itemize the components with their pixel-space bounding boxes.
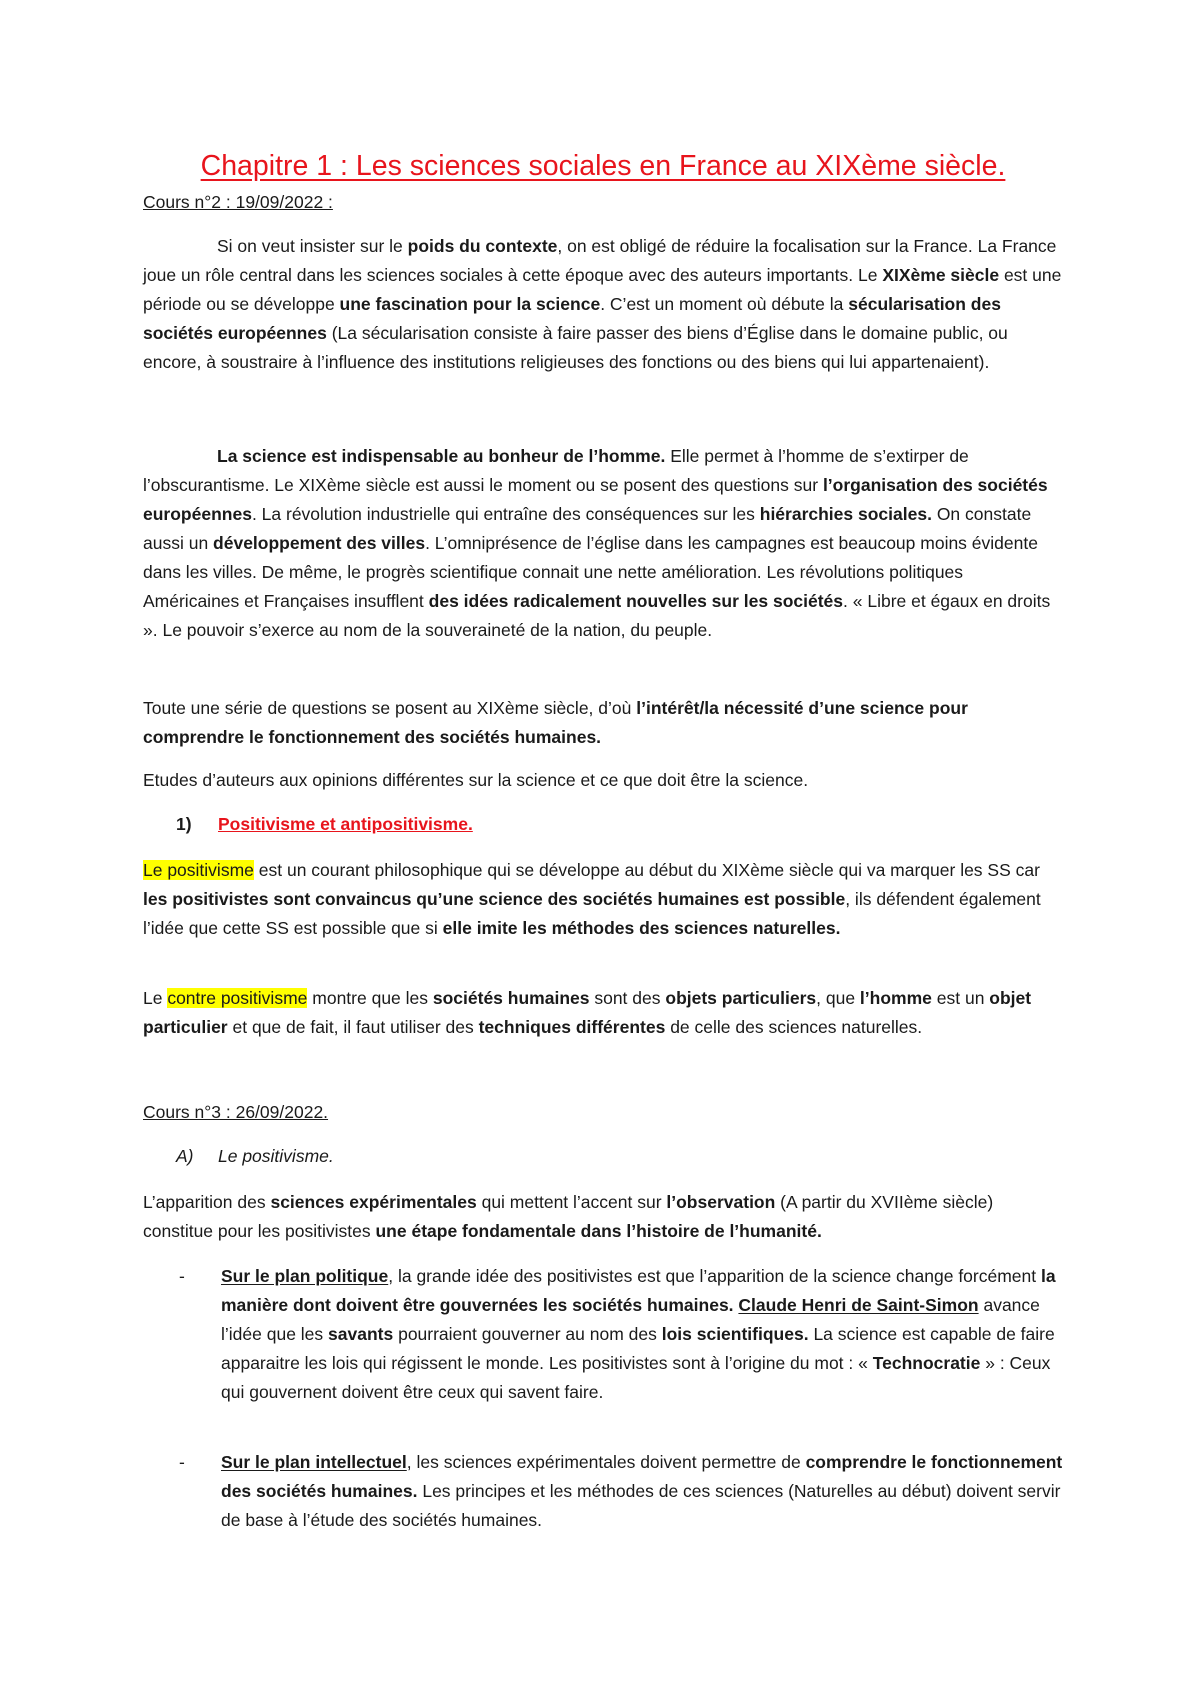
list-item-intellectual: - Sur le plan intellectuel, les sciences expérimentales doivent permettre de comprendre le fonctionnement des sociétés humaines. Les principes et les méthodes de ces sciences (Naturelles au début) doivent servir de base à l’étude des sociétés humaines. (179, 1452, 1063, 1530)
paragraph-context: Si on veut insister sur le poids du contexte, on est obligé de réduire la focalisation sur la France. La France joue un rôle central dans les sciences sociales à cette époque avec des auteurs importants. Le XIXème siècle est une période ou se développe une fascination pour la science. C’est un moment où débute la sécularisation des sociétés européennes (La sécularisation consiste à faire passer des biens d’Église dans le domaine public, ou encore, à soustraire à l’influence des institutions religieuses des fonctions ou des biens qui lui appartenaient). (143, 236, 1062, 372)
list-item-political: - Sur le plan politique, la grande idée des positivistes est que l’apparition de la science change forcément la manière dont doivent être gouvernées les sociétés humaines. Claude Henri de Saint-Simon avance l’idée que les savants pourraient gouverner au nom des lois scientifiques. La science est capable de faire apparaitre les lois qui régissent le monde. Les positivistes sont à l’origine du mot : « Technocratie » : Ceux qui gouvernent doivent être ceux qui savent faire. (179, 1266, 1056, 1402)
paragraph-science: La science est indispensable au bonheur de l’homme. Elle permet à l’homme de s’extirper de l’obscurantisme. Le XIXème siècle est aussi le moment ou se posent des questions sur l’organisation des sociétés européennes. La révolution industrielle qui entraîne des conséquences sur les hiérarchies sociales. On constate aussi un développement des villes. L’omniprésence de l’église dans les campagnes est beaucoup moins évidente dans les villes. De même, le progrès scientifique connait une nette amélioration. Les révolutions politiques Américaines et Françaises insufflent des idées radicalement nouvelles sur les sociétés. « Libre et égaux en droits ». Le pouvoir s’exerce au nom de la souveraineté de la nation, du peuple. (143, 446, 1051, 640)
subsection-heading-a: A) Le positivisme. (176, 1146, 334, 1166)
paragraph-counter-positivism: Le contre positivisme montre que les sociétés humaines sont des objets particuliers, que l’homme est un objet particulier et que de fait, il faut utiliser des techniques différentes de celle des sciences naturelles. (143, 988, 1032, 1037)
chapter-title: Chapitre 1 : Les sciences sociales en France au XIXème siècle. (200, 150, 1006, 182)
paragraph-experimental-sciences: L’apparition des sciences expérimentales qui mettent l’accent sur l’observation (A partir du XVIIème siècle) constitue pour les positivistes une étape fondamentale dans l’histoire de l’humanité. (143, 1192, 994, 1241)
section-heading-1: 1) Positivisme et antipositivisme. (176, 814, 473, 834)
paragraph-authors: Etudes d’auteurs aux opinions différentes sur la science et ce que doit être la science. (143, 770, 809, 790)
course-2-date: Cours n°2 : 19/09/2022 : (143, 192, 333, 212)
paragraph-positivism: Le positivisme est un courant philosophique qui se développe au début du XIXème siècle qui va marquer les SS car les positivistes sont convaincus qu’une science des sociétés humaines est possible, ils défendent également l’idée que cette SS est possible que si elle imite les méthodes des sciences naturelles. (143, 860, 1041, 938)
paragraph-questions: Toute une série de questions se posent au XIXème siècle, d’où l’intérêt/la nécessité d’une science pour comprendre le fonctionnement des sociétés humaines. (143, 698, 968, 747)
course-3-date: Cours n°3 : 26/09/2022. (143, 1102, 329, 1122)
